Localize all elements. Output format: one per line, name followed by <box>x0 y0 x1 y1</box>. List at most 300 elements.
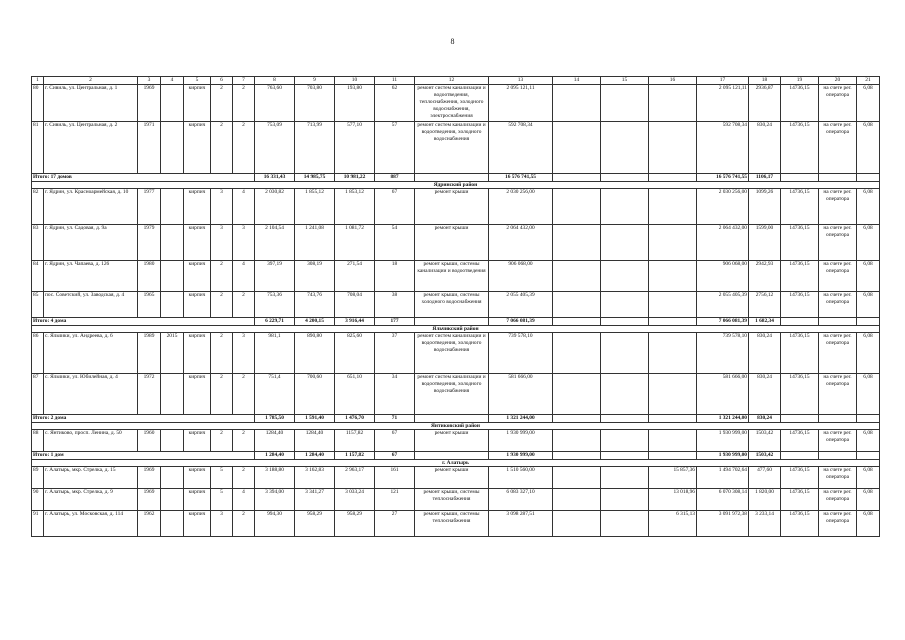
total-empty <box>819 415 857 423</box>
living-area: 1 241,08 <box>295 225 335 261</box>
total-empty <box>553 452 601 460</box>
fund-cost <box>553 292 601 318</box>
row-number: 83 <box>32 225 44 261</box>
row-number: 85 <box>32 292 44 318</box>
total-area: 753,36 <box>255 292 295 318</box>
total-empty <box>857 174 880 182</box>
fund-cost <box>553 467 601 489</box>
limit-cost: 14736,15 <box>781 225 819 261</box>
year-reconstructed <box>161 489 184 511</box>
total-empty <box>781 318 819 326</box>
total-row <box>32 415 880 423</box>
address: г. Алатырь, мкр. Стрелка, д. 9 <box>44 489 138 511</box>
total-empty <box>819 174 857 182</box>
column-number: 11 <box>375 77 415 85</box>
year-built: 1960 <box>138 430 161 452</box>
row-number: 90 <box>32 489 44 511</box>
floors: 5 <box>211 467 233 489</box>
address: г. Алатырь, ул. Московская, д. 114 <box>44 511 138 537</box>
total-unit-cost: 1 682,34 <box>749 318 781 326</box>
total-empty <box>601 452 649 460</box>
row-number: 87 <box>32 374 44 415</box>
entrances: 4 <box>233 489 255 511</box>
total-area: 1284,40 <box>255 430 295 452</box>
fund-method: на счете рег. оператора <box>819 511 857 537</box>
entrances: 3 <box>233 225 255 261</box>
floors: 2 <box>211 333 233 374</box>
wall-material: кирпич <box>184 511 211 537</box>
column-number: 3 <box>138 77 161 85</box>
residents: 67 <box>375 430 415 452</box>
wall-material: кирпич <box>184 85 211 122</box>
row-number: 91 <box>32 511 44 537</box>
column-number: 13 <box>489 77 553 85</box>
municipal-cost: 13 018,96 <box>649 489 697 511</box>
address: г. Сивиль, ул. Центральная, д. 2 <box>44 122 138 174</box>
column-number: 20 <box>819 77 857 85</box>
budget-cost <box>601 430 649 452</box>
year-reconstructed <box>161 122 184 174</box>
living-area: 713,99 <box>295 122 335 174</box>
limit-cost: 14736,15 <box>781 292 819 318</box>
municipal-cost <box>649 333 697 374</box>
page-number: 8 <box>450 37 455 46</box>
district-name: Ядринский район <box>32 182 880 189</box>
year-built: 1962 <box>138 511 161 537</box>
year-built: 1979 <box>138 225 161 261</box>
planned-term: 6,08 <box>857 292 880 318</box>
planned-term: 6,08 <box>857 333 880 374</box>
planned-term: 6,08 <box>857 85 880 122</box>
cost: 2 055 405,39 <box>489 292 553 318</box>
address: г. Алатырь, мкр. Стрелка, д. 15 <box>44 467 138 489</box>
total-unit-cost: 1106,17 <box>749 174 781 182</box>
fund-cost <box>553 333 601 374</box>
fund-method: на счете рег. оператора <box>819 189 857 225</box>
municipal-cost <box>649 122 697 174</box>
column-number: 1 <box>32 77 44 85</box>
private-area: 958,29 <box>335 511 375 537</box>
year-built: 1969 <box>138 85 161 122</box>
fund-method: на счете рег. оператора <box>819 489 857 511</box>
column-number: 6 <box>211 77 233 85</box>
total-empty <box>601 174 649 182</box>
total-area: 6 229,71 <box>255 318 295 326</box>
table-body <box>32 77 880 537</box>
column-number: 8 <box>255 77 295 85</box>
work-type: ремонт крыши, системы холодного водоснабжения <box>415 292 489 318</box>
total-area: 1 785,50 <box>255 415 295 423</box>
cost: 739 578,10 <box>489 333 553 374</box>
owners-cost: 6 070 308,14 <box>697 489 749 511</box>
private-area: 271,54 <box>335 261 375 292</box>
address: г. Ядрин, ул. Чапаева, д. 126 <box>44 261 138 292</box>
row-number: 82 <box>32 189 44 225</box>
total-empty <box>415 318 489 326</box>
year-reconstructed <box>161 292 184 318</box>
table-row <box>32 292 880 318</box>
fund-method: на счете рег. оператора <box>819 292 857 318</box>
total-empty <box>649 318 697 326</box>
column-number: 14 <box>553 77 601 85</box>
fund-cost <box>553 225 601 261</box>
column-number-row <box>32 77 880 85</box>
district-row <box>32 460 880 467</box>
column-number: 19 <box>781 77 819 85</box>
table-row <box>32 374 880 415</box>
year-reconstructed <box>161 374 184 415</box>
total-residents: 887 <box>375 174 415 182</box>
budget-cost <box>601 374 649 415</box>
total-empty <box>601 415 649 423</box>
work-type: ремонт крыши <box>415 430 489 452</box>
living-area: 700,60 <box>295 374 335 415</box>
column-number: 5 <box>184 77 211 85</box>
total-residents: 67 <box>375 452 415 460</box>
district-name: Яльчикский район <box>32 326 880 333</box>
total-label: Итого: 4 дома <box>32 318 255 326</box>
total-empty <box>857 452 880 460</box>
total-owners-cost: 7 066 081,39 <box>697 318 749 326</box>
planned-term: 6,08 <box>857 511 880 537</box>
fund-cost <box>553 122 601 174</box>
address: г. Ядрин, ул. Садовая, д. 9а <box>44 225 138 261</box>
planned-term: 6,08 <box>857 261 880 292</box>
district-row <box>32 423 880 430</box>
work-type: ремонт крыши <box>415 467 489 489</box>
budget-cost <box>601 292 649 318</box>
total-private-area: 1 157,82 <box>335 452 375 460</box>
cost: 3 098 287,51 <box>489 511 553 537</box>
private-area: 3 033,24 <box>335 489 375 511</box>
owners-cost: 2 095 121,11 <box>697 85 749 122</box>
total-area: 1 284,40 <box>255 452 295 460</box>
municipal-cost <box>649 85 697 122</box>
total-living-area: 4 200,15 <box>295 318 335 326</box>
work-type: ремонт крыши <box>415 189 489 225</box>
total-empty <box>415 452 489 460</box>
column-number: 15 <box>601 77 649 85</box>
living-area: 958,29 <box>295 511 335 537</box>
residents: 62 <box>375 85 415 122</box>
limit-cost: 14736,15 <box>781 333 819 374</box>
work-type: ремонт крыши, системы теплоснабжения <box>415 489 489 511</box>
limit-cost: 14736,15 <box>781 85 819 122</box>
total-area: 2 030,82 <box>255 189 295 225</box>
table-row <box>32 225 880 261</box>
total-empty <box>819 452 857 460</box>
year-built: 1969 <box>138 467 161 489</box>
fund-method: на счете рег. оператора <box>819 467 857 489</box>
cost: 2 095 121,11 <box>489 85 553 122</box>
total-living-area: 1 284,40 <box>295 452 335 460</box>
total-empty <box>415 415 489 423</box>
year-reconstructed <box>161 511 184 537</box>
planned-term: 6,08 <box>857 225 880 261</box>
unit-cost: 3 233,14 <box>749 511 781 537</box>
column-number: 2 <box>44 77 138 85</box>
table-row <box>32 122 880 174</box>
municipal-cost <box>649 292 697 318</box>
budget-cost <box>601 85 649 122</box>
budget-cost <box>601 489 649 511</box>
total-area: 16 331,43 <box>255 174 295 182</box>
district-row <box>32 182 880 189</box>
total-area: 3 394,00 <box>255 489 295 511</box>
living-area: 3 162,83 <box>295 467 335 489</box>
private-area: 577,10 <box>335 122 375 174</box>
column-number: 16 <box>649 77 697 85</box>
budget-cost <box>601 333 649 374</box>
wall-material: кирпич <box>184 225 211 261</box>
floors: 2 <box>211 261 233 292</box>
municipal-cost <box>649 430 697 452</box>
total-empty <box>781 174 819 182</box>
work-type: ремонт крыши, системы канализации и водоотведения <box>415 261 489 292</box>
planned-term: 6,08 <box>857 122 880 174</box>
private-area: 193,80 <box>335 85 375 122</box>
total-empty <box>649 415 697 423</box>
limit-cost: 14736,15 <box>781 511 819 537</box>
entrances: 2 <box>233 430 255 452</box>
work-type: ремонт систем канализации и водоотведения, теплоснабжения, холодного водоснабжения, электроснабжения <box>415 85 489 122</box>
floors: 2 <box>211 374 233 415</box>
floors: 5 <box>211 489 233 511</box>
cost: 906 068,00 <box>489 261 553 292</box>
year-reconstructed <box>161 225 184 261</box>
budget-cost <box>601 261 649 292</box>
work-type: ремонт систем канализации и водоотведения, холодного водоснабжения <box>415 333 489 374</box>
row-number: 84 <box>32 261 44 292</box>
owners-cost: 2 030 256,00 <box>697 189 749 225</box>
entrances: 2 <box>233 292 255 318</box>
wall-material: кирпич <box>184 261 211 292</box>
total-row <box>32 174 880 182</box>
municipal-cost: 15 857,36 <box>649 467 697 489</box>
entrances: 4 <box>233 189 255 225</box>
fund-cost <box>553 189 601 225</box>
municipal-cost <box>649 189 697 225</box>
fund-method: на счете рег. оператора <box>819 333 857 374</box>
total-empty <box>781 415 819 423</box>
table-row <box>32 333 880 374</box>
column-number: 9 <box>295 77 335 85</box>
limit-cost: 14736,15 <box>781 467 819 489</box>
total-living-area: 14 985,75 <box>295 174 335 182</box>
total-area: 981,1 <box>255 333 295 374</box>
district-name: Янтиковский район <box>32 423 880 430</box>
district-row <box>32 326 880 333</box>
table-row <box>32 467 880 489</box>
column-number: 21 <box>857 77 880 85</box>
total-empty <box>857 318 880 326</box>
year-reconstructed <box>161 467 184 489</box>
address: с. Яльчики, ул. Андреева, д. 6 <box>44 333 138 374</box>
total-area: 753,09 <box>255 122 295 174</box>
total-area: 2 104,54 <box>255 225 295 261</box>
fund-cost <box>553 261 601 292</box>
living-area: 703,80 <box>295 85 335 122</box>
floors: 2 <box>211 122 233 174</box>
district-name: г. Алатырь <box>32 460 880 467</box>
residents: 18 <box>375 261 415 292</box>
fund-method: на счете рег. оператора <box>819 430 857 452</box>
wall-material: кирпич <box>184 292 211 318</box>
entrances: 2 <box>233 374 255 415</box>
year-reconstructed <box>161 85 184 122</box>
total-cost: 16 576 741,55 <box>489 174 553 182</box>
private-area: 1 081,72 <box>335 225 375 261</box>
owners-cost: 739 578,10 <box>697 333 749 374</box>
total-empty <box>781 452 819 460</box>
owners-cost: 592 708,34 <box>697 122 749 174</box>
entrances: 2 <box>233 85 255 122</box>
planned-term: 6,08 <box>857 467 880 489</box>
municipal-cost <box>649 261 697 292</box>
fund-method: на счете рег. оператора <box>819 225 857 261</box>
year-built: 1977 <box>138 189 161 225</box>
private-area: 825,60 <box>335 333 375 374</box>
unit-cost: 2936,87 <box>749 85 781 122</box>
row-number: 80 <box>32 85 44 122</box>
budget-cost <box>601 122 649 174</box>
residents: 57 <box>375 122 415 174</box>
entrances: 4 <box>233 261 255 292</box>
residents: 38 <box>375 292 415 318</box>
total-residents: 71 <box>375 415 415 423</box>
residents: 161 <box>375 467 415 489</box>
total-owners-cost: 1 321 244,00 <box>697 415 749 423</box>
residents: 27 <box>375 511 415 537</box>
total-label: Итого: 17 домов <box>32 174 255 182</box>
total-living-area: 1 591,40 <box>295 415 335 423</box>
unit-cost: 2942,93 <box>749 261 781 292</box>
unit-cost: 1503,42 <box>749 430 781 452</box>
year-reconstructed <box>161 261 184 292</box>
total-label: Итого: 2 дома <box>32 415 255 423</box>
year-built: 1989 <box>138 333 161 374</box>
column-number: 17 <box>697 77 749 85</box>
cost: 1 930 999,00 <box>489 430 553 452</box>
unit-cost: 830,24 <box>749 333 781 374</box>
table-row <box>32 85 880 122</box>
owners-cost: 3 091 972,38 <box>697 511 749 537</box>
unit-cost: 830,24 <box>749 122 781 174</box>
column-number: 12 <box>415 77 489 85</box>
residents: 37 <box>375 333 415 374</box>
limit-cost: 14736,15 <box>781 261 819 292</box>
unit-cost: 830,24 <box>749 374 781 415</box>
unit-cost: 2756,12 <box>749 292 781 318</box>
total-cost: 1 321 244,00 <box>489 415 553 423</box>
living-area: 890,80 <box>295 333 335 374</box>
living-area: 743,76 <box>295 292 335 318</box>
floors: 2 <box>211 85 233 122</box>
wall-material: кирпич <box>184 430 211 452</box>
owners-cost: 2 055 405,39 <box>697 292 749 318</box>
work-type: ремонт систем канализации и водоотведения, холодного водоснабжения <box>415 122 489 174</box>
fund-cost <box>553 430 601 452</box>
floors: 3 <box>211 225 233 261</box>
total-cost: 7 066 081,39 <box>489 318 553 326</box>
floors: 2 <box>211 292 233 318</box>
total-row <box>32 452 880 460</box>
budget-cost <box>601 467 649 489</box>
unit-cost: 1099,26 <box>749 189 781 225</box>
work-type: ремонт крыши <box>415 225 489 261</box>
floors: 3 <box>211 189 233 225</box>
total-owners-cost: 16 576 741,55 <box>697 174 749 182</box>
row-number: 81 <box>32 122 44 174</box>
cost: 6 083 327,10 <box>489 489 553 511</box>
living-area: 1 855,12 <box>295 189 335 225</box>
column-number: 7 <box>233 77 255 85</box>
fund-cost <box>553 511 601 537</box>
fund-method: на счете рег. оператора <box>819 261 857 292</box>
total-empty <box>553 415 601 423</box>
total-empty <box>857 415 880 423</box>
municipal-cost: 6 315,13 <box>649 511 697 537</box>
wall-material: кирпич <box>184 189 211 225</box>
fund-method: на счете рег. оператора <box>819 122 857 174</box>
residents: 34 <box>375 374 415 415</box>
budget-cost <box>601 225 649 261</box>
owners-cost: 2 064 432,00 <box>697 225 749 261</box>
year-built: 1965 <box>138 292 161 318</box>
total-empty <box>553 318 601 326</box>
row-number: 86 <box>32 333 44 374</box>
total-unit-cost: 830,24 <box>749 415 781 423</box>
work-type: ремонт крыши, системы теплоснабжения <box>415 511 489 537</box>
unit-cost: 1599,00 <box>749 225 781 261</box>
fund-method: на счете рег. оператора <box>819 374 857 415</box>
living-area: 308,19 <box>295 261 335 292</box>
total-owners-cost: 1 930 999,00 <box>697 452 749 460</box>
limit-cost: 14736,15 <box>781 430 819 452</box>
table-row <box>32 430 880 452</box>
municipal-cost <box>649 225 697 261</box>
work-type: ремонт систем канализации и водоотведения, холодного водоснабжения <box>415 374 489 415</box>
year-reconstructed <box>161 430 184 452</box>
private-area: 1 853,12 <box>335 189 375 225</box>
table-row <box>32 261 880 292</box>
floors: 3 <box>211 511 233 537</box>
total-private-area: 1 476,70 <box>335 415 375 423</box>
unit-cost: 1 820,00 <box>749 489 781 511</box>
total-cost: 1 930 999,00 <box>489 452 553 460</box>
entrances: 2 <box>233 467 255 489</box>
planned-term: 6,08 <box>857 489 880 511</box>
total-residents: 177 <box>375 318 415 326</box>
total-area: 763,60 <box>255 85 295 122</box>
planned-term: 6,08 <box>857 189 880 225</box>
total-area: 3 188,80 <box>255 467 295 489</box>
floors: 2 <box>211 430 233 452</box>
year-built: 1971 <box>138 122 161 174</box>
budget-cost <box>601 189 649 225</box>
fund-cost <box>553 489 601 511</box>
year-built: 1972 <box>138 374 161 415</box>
private-area: 1157,82 <box>335 430 375 452</box>
total-empty <box>601 318 649 326</box>
private-area: 708,04 <box>335 292 375 318</box>
fund-cost <box>553 374 601 415</box>
cost: 592 708,34 <box>489 122 553 174</box>
row-number: 89 <box>32 467 44 489</box>
total-private-area: 3 916,44 <box>335 318 375 326</box>
cost: 2 030 256,00 <box>489 189 553 225</box>
residents: 121 <box>375 489 415 511</box>
